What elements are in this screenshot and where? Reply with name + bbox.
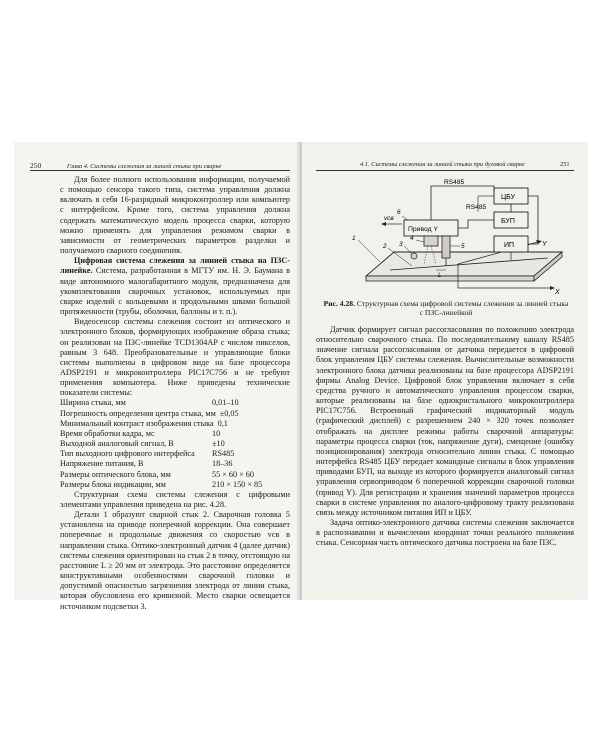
left-body-text: [60, 175, 290, 612]
right-running-head: [360, 161, 525, 168]
left-header-rule: [30, 170, 290, 171]
right-page: [302, 142, 588, 600]
sensor-4-body: [424, 236, 438, 246]
spec-row: Напряжение питания, В 18–36: [60, 459, 233, 469]
right-body-text: [316, 325, 574, 548]
spec-row: Минимальный контраст изображения стыка 0,1: [60, 418, 228, 428]
spec-list: [60, 398, 290, 489]
right-page-number: 251: [560, 161, 570, 168]
callout-4: 4: [410, 235, 414, 242]
bup-drive-link: [458, 220, 494, 228]
rs485-top-label: RS485: [444, 179, 465, 186]
welding-head-5: [442, 236, 450, 258]
paragraph: Структурная схема системы слежения с цифровыми элементами управления приведена на рис. 4.28.: [60, 489, 290, 509]
callout-3: 3: [399, 241, 403, 248]
left-running-head-text: Глава 4. Системы слежения за линией стыка при сварке: [66, 163, 222, 170]
paragraph: Датчик формирует сигнал рассогласования по положению электрода относительно сварочного стыка. По последовательному каналу RS485 значение сигнала рассогласования от датчика передается в цифровой блок управления ЦБУ системы слежения. Вычислительные возможности электронного блока датчика реализованы на базе процессора ADSP2191 фирмы Analog Device. Цифровой блок управления включает в себя средства ручного и автоматического управления процессом сварки, которые реализованы на базе однокристального микроконтроллера PIC17C756. Встроенный графический индикаторный модуль (графический дисплей) с разрешением 240 × 320 точек позволяет отображать на дисплее режимы работы сварочной аппаратуры: параметры процесса сварки (ток, напряжение дуги), смещение (ошибку позиционирования) электрода относительно линии стыка. С помощью интерфейса RS485 ЦБУ передает командные сигналы в блок управления приводами БУП, на выходе из которого формируется аналоговый сигнал управления сервоприводом 6 поперечной коррекции сварочной головки (привод Y). Для регистрации и хранения значений параметров процесса сварки в системе управления по аналого-цифровому тракту реализована связь между источником питания ИП и ЦБУ.: [316, 325, 574, 517]
velocity-label: vсв: [384, 215, 394, 222]
spec-row: Выходной аналоговый сигнал, В ±10: [60, 439, 225, 449]
spec-row: Размеры блока индикации, мм 210 × 150 × 85: [60, 479, 263, 489]
spec-row: Время обработки кадра, мс 10: [60, 428, 221, 438]
section-title: Цифровая система слежения за линией стыка на ПЗС-линейке.: [60, 256, 290, 276]
paragraph: Видеосенсор системы слежения состоит из оптического и электронного блоков, формирующих изображение образа стыка; он реализован на ПЗС-линейке TCD1304AP с числом пикселов, равным 3 648. Преобразовательные и управляющие блоки системы выполнены в цифровом виде на базе процессора ADSP2191 и микроконтроллера PIC17C756 и не требуют применения компьютера. Ниже приведены технические показатели системы:: [60, 317, 290, 398]
rs485-link-sensor: [431, 186, 494, 220]
figure-caption: [322, 299, 570, 318]
paragraph: Для более полного использования информации, получаемой с помощью сенсора такого типа, система управления должна включать в себя 16-разрядный микроконтроллер или компьютер с интерфейсом. Кроме того, система управления должна содержать математическую модель процесса сварки, которую можно применять для управления режимом сварки в зависимости от геометрических параметров разделки и получаемого сварного соединения.: [60, 175, 290, 256]
paragraph: Детали 1 образуют сварной стык 2. Сварочная головка 5 установлена на приводе поперечной коррекции. Она совершает поперечные и продольные движения со скоростью vсв в направлении стыка. Оптико-электронный датчик 4 (далее датчик) системы слежения ориентирован на стык 2 в точку, отстоящую на расстояние L ≥ 20 мм от электрода. Это расстояние определяется конструктивными особенностями сварочной головки и допустимой опасностью загрязнения электрода от линии стыка, которая обусловлена его кривизной. Место сварки освещается источником подсветки 3.: [60, 510, 290, 611]
spec-row: Ширина стыка, мм 0,01–10: [60, 398, 239, 408]
bup-label: БУП: [501, 218, 515, 225]
y-axis-label: Y: [542, 241, 547, 248]
left-page-number: 250: [30, 161, 42, 170]
spec-row: Погрешность определения центра стыка, мм ±0,05: [60, 408, 239, 418]
x-axis-label: X: [555, 289, 560, 296]
callout-2: 2: [383, 243, 387, 250]
cbu-label: ЦБУ: [501, 194, 516, 201]
callout-5: 5: [461, 243, 465, 250]
paragraph: Задача оптико-электронного датчика системы слежения заключается в распознавании и вычислении координат точки реального положения стыка. Сенсорная часть оптического датчика построена на базе ПЗС.: [316, 517, 574, 548]
book-spread: [14, 142, 588, 611]
section-text: Система, разработанная в МГТУ им. Н. Э. Баумана в виде автономного малогабаритного модуля, предназначена для укомплектования сварочных установок, используемых при сварке изделий с кольцевыми и продольными швами большой протяженности (трубы, оболочки, баллоны и т. п.).: [60, 266, 290, 317]
workpiece-plate-edge: [366, 276, 534, 281]
rs485-mid-label: RS485: [466, 204, 487, 211]
callout-1: 1: [352, 235, 356, 242]
figure-4-28-diagram: [328, 180, 578, 298]
figure-caption-number: Рис. 4.28.: [323, 299, 355, 308]
ip-cbu-link: [528, 196, 538, 244]
spec-row: Тип выходного цифрового интерфейса RS485: [60, 449, 235, 459]
figure-caption-text: Структурная схема цифровой системы слежения за линией стыка с ПЗС-линейкой: [356, 299, 569, 318]
left-page: [14, 142, 300, 611]
distance-l-label: L: [438, 273, 442, 279]
left-running-head: [30, 161, 221, 170]
right-running-head-text: 4.1. Системы слежения за линией стыка при дуговой сварке: [360, 161, 525, 168]
drive-y-label: Привод Y: [408, 226, 439, 233]
right-header-rule: [316, 170, 574, 171]
spec-row: Размеры оптического блока, мм 55 × 60 × 60: [60, 469, 254, 479]
ip-label: ИП: [504, 242, 515, 249]
callout-6: 6: [397, 209, 401, 216]
